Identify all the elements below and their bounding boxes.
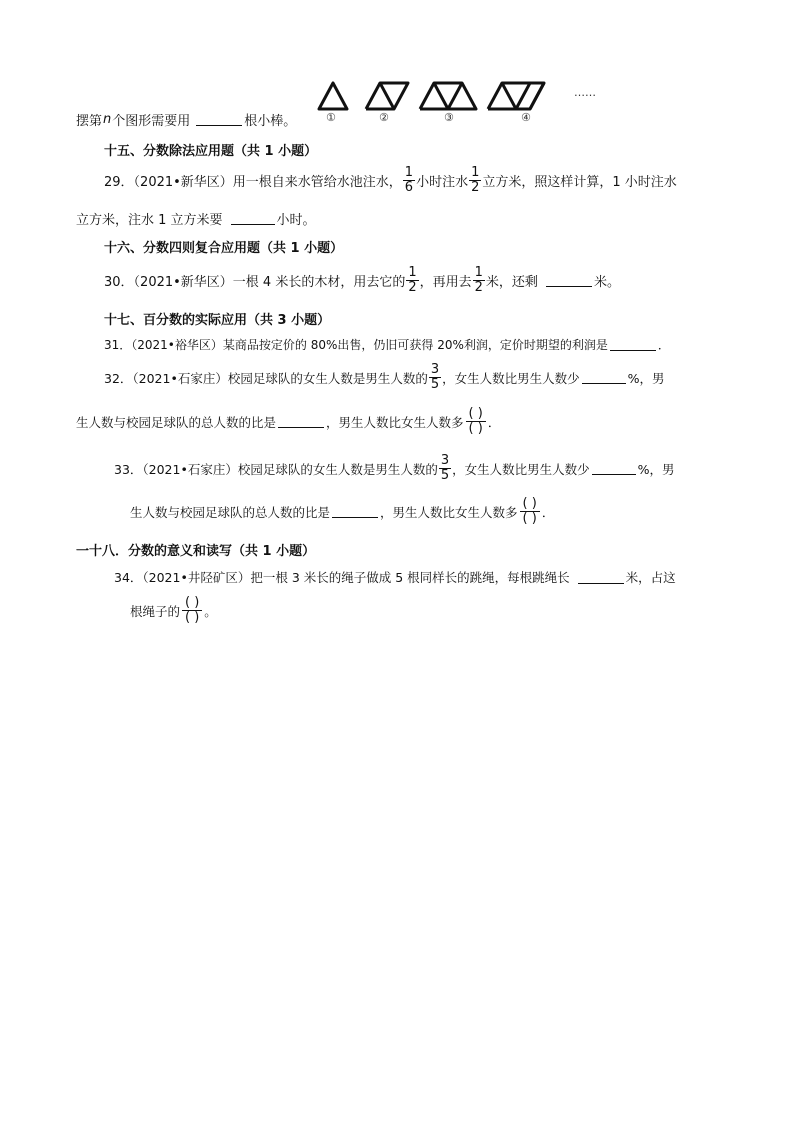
figure-label-3: ③	[444, 111, 454, 124]
q32-end: ．	[487, 414, 501, 430]
fraction-1-6	[403, 166, 415, 195]
q32-text-b: ，女生人数比男生人数少	[442, 370, 580, 386]
q32-text-d: 生人数与校园足球队的总人数的比是	[76, 414, 277, 430]
fraction-3-5	[439, 454, 451, 483]
answer-blank[interactable]	[578, 571, 624, 584]
q34-text-c: 根绳子的	[130, 603, 181, 619]
answer-blank[interactable]	[546, 274, 592, 287]
numerator: 3	[430, 362, 440, 377]
q29-text-e: 小时。	[276, 213, 316, 228]
q33-text-b: ，女生人数比男生人数少	[452, 461, 590, 477]
fraction-1-2	[469, 166, 481, 195]
denominator-slot[interactable]: ( )	[185, 610, 200, 625]
q32-text-a: 32．（2021•石家庄）校园足球队的女生人数是男生人数的	[104, 370, 428, 386]
q33-text-a: 33．（2021•石家庄）校园足球队的女生人数是男生人数的	[114, 461, 438, 477]
q29-text-c: 立方米，照这样计算，1 小时注水	[482, 175, 677, 190]
q31-text: 31．（2021•裕华区）某商品按定价的 80%出售，仍旧可获得 20%利润，定价时期望的利润是	[104, 338, 608, 352]
q29-line1	[104, 166, 677, 195]
answer-blank[interactable]	[610, 338, 656, 351]
figure-label-2: ②	[379, 111, 389, 124]
q34-end: 。	[204, 603, 217, 619]
denominator-slot[interactable]: ( )	[468, 421, 483, 436]
q31-line	[104, 336, 670, 353]
numerator: 3	[440, 453, 450, 468]
numerator: 1	[471, 165, 480, 180]
q31-end: ．	[657, 338, 670, 352]
fraction-3-5	[429, 363, 441, 392]
section-16-title: 十六、分数四则复合应用题（共 1 小题）	[104, 241, 344, 256]
numerator-slot[interactable]: ( )	[468, 406, 483, 421]
ellipsis: ……	[574, 86, 596, 99]
q33-text-c: %，男	[637, 461, 675, 477]
fraction-answer-box[interactable]	[182, 596, 202, 625]
section-18-title: 一十八．分数的意义和读写（共 1 小题）	[76, 544, 316, 559]
denominator: 2	[474, 280, 483, 295]
text-prefix: 摆第	[76, 114, 103, 129]
fraction-1-2	[473, 266, 485, 295]
q33-text-d: 生人数与校园足球队的总人数的比是	[130, 504, 331, 520]
q29-text-b: 小时注水	[416, 175, 469, 190]
fraction-answer-box[interactable]	[520, 497, 540, 526]
matchstick-triangles-figure	[316, 78, 606, 128]
q30-text-c: 米，还剩	[485, 275, 538, 290]
answer-blank[interactable]	[196, 113, 242, 126]
answer-blank[interactable]	[231, 212, 275, 225]
q34-line1	[114, 568, 676, 586]
q30-text-d: 米。	[593, 275, 620, 290]
q30-line	[104, 266, 620, 295]
text-suffix: 根小棒。	[244, 114, 297, 129]
fraction-answer-box[interactable]	[466, 407, 486, 436]
denominator: 5	[430, 377, 440, 392]
q33-line1	[114, 454, 675, 483]
q34-text-a: 34．（2021•井陉矿区）把一根 3 米长的绳子做成 5 根同样长的跳绳，每根跳绳长	[114, 570, 570, 585]
numerator: 1	[474, 265, 483, 280]
text-middle: 个图形需要用	[112, 114, 191, 129]
q34-text-b: 米，占这	[625, 570, 676, 585]
denominator-slot[interactable]: ( )	[522, 511, 537, 526]
figure-label-4: ④	[521, 111, 531, 124]
variable-n: n	[103, 112, 112, 127]
denominator: 5	[440, 468, 450, 483]
answer-blank[interactable]	[592, 462, 636, 475]
q29-text-a: 29．（2021•新华区）用一根自来水管给水池注水，	[104, 175, 402, 190]
numerator: 1	[404, 165, 414, 180]
q30-text-b: ，再用去	[419, 275, 472, 290]
q32-text-e: ，男生人数比女生人数多	[326, 414, 464, 430]
denominator: 6	[404, 180, 414, 195]
q32-line2	[76, 407, 500, 436]
section-17-title: 十七、百分数的实际应用（共 3 小题）	[104, 313, 331, 328]
q33-text-e: ，男生人数比女生人数多	[380, 504, 518, 520]
q32-line1	[104, 363, 665, 392]
pattern-question-line	[76, 110, 296, 129]
triangle-pattern-svg	[316, 78, 606, 128]
q29-line2	[76, 209, 316, 228]
fraction-1-2	[406, 266, 418, 295]
q33-line2	[130, 497, 554, 526]
answer-blank[interactable]	[582, 371, 626, 384]
numerator-slot[interactable]: ( )	[522, 496, 537, 511]
denominator: 2	[471, 180, 480, 195]
numerator: 1	[408, 265, 417, 280]
answer-blank[interactable]	[332, 505, 378, 518]
q33-end: ．	[541, 504, 555, 520]
q29-text-d: 立方米，注水 1 立方米要	[76, 213, 223, 228]
answer-blank[interactable]	[278, 415, 324, 428]
q32-text-c: %，男	[627, 370, 665, 386]
figure-label-1: ①	[326, 111, 336, 124]
numerator-slot[interactable]: ( )	[185, 595, 200, 610]
q30-text-a: 30．（2021•新华区）一根 4 米长的木材，用去它的	[104, 275, 406, 290]
denominator: 2	[408, 280, 417, 295]
section-15-title: 十五、分数除法应用题（共 1 小题）	[104, 144, 318, 159]
q34-line2	[130, 596, 217, 625]
